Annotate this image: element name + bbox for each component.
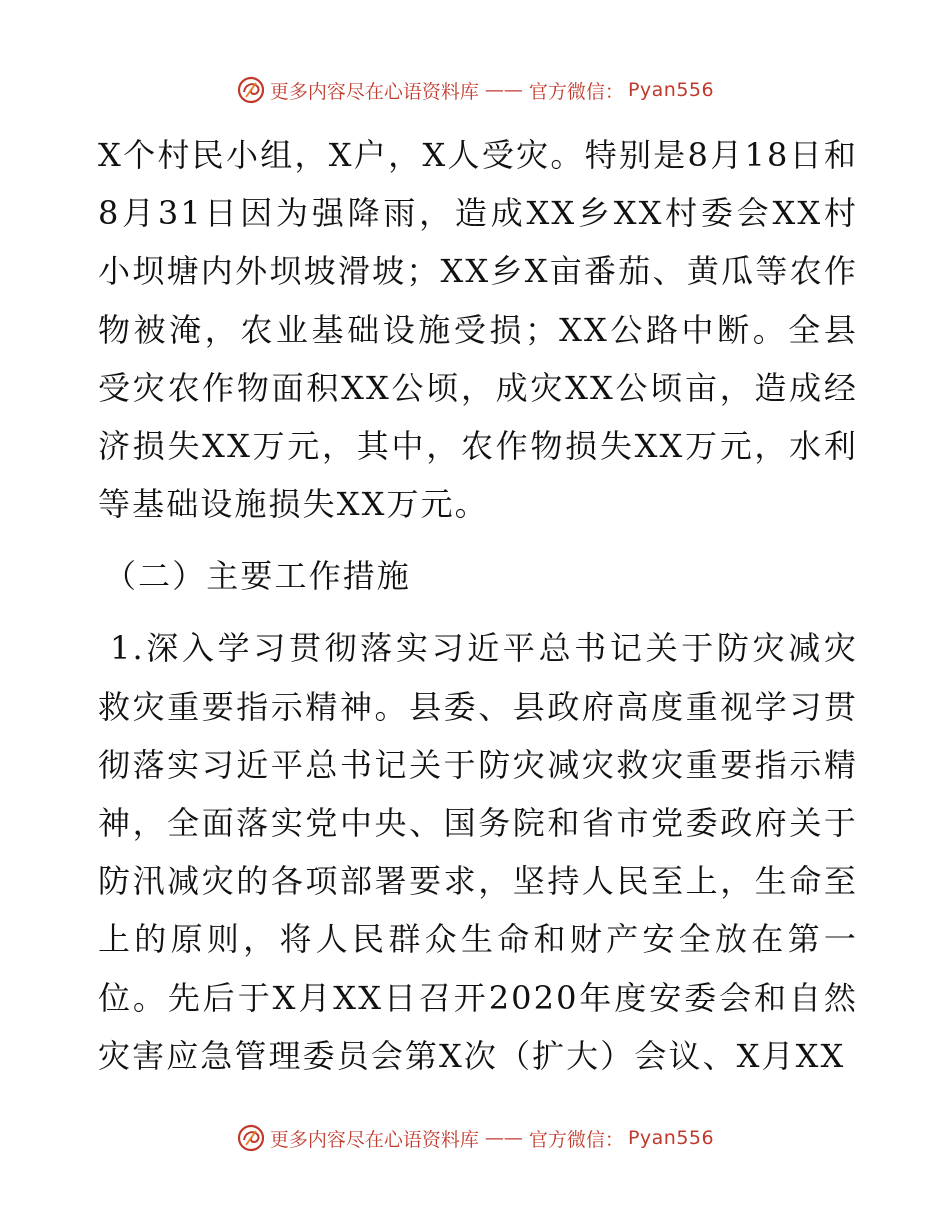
paragraph-work-measures: 1.深入学习贯彻落实习近平总书记关于防灾减灾救灾重要指示精神。县委、县政府高度重视学习贯彻落实习近平总书记关于防灾减灾救灾重要指示精神，全面落实党中央、国务院和省市党委政府关于防汛减灾的各项部署要求，坚持人民至上，生命至上的原则，将人民群众生命和财产安全放在第一位。先后于X月XX日召开2020年度安委会和自然灾害应急管理委员会第X次（扩大）会议、X月XX xyxy=(98,629,858,1075)
brain-logo-icon xyxy=(236,75,266,105)
banner-site-text: 更多内容尽在心语资料库 xyxy=(269,80,479,103)
paragraph-disaster-summary: X个村民小组，X户，X人受灾。特别是8月18日和8月31日因为强降雨，造成XX乡XX村委会XX村小坝塘内外坝坡滑坡；XX乡X亩番茄、黄瓜等农作物被淹，农业基础设施受损；XX公路中断。全县受灾农作物面积XX公顷，成灾XX公顷亩，造成经济损失XX万元，其中，农作物损失XX万元，水利等基础设施损失XX万元。 xyxy=(98,136,858,524)
banner-site-text: 更多内容尽在心语资料库 xyxy=(269,1128,479,1151)
banner-contact-label: 官方微信： xyxy=(528,80,624,103)
banner-separator: —— xyxy=(484,79,523,101)
banner-contact-handle: Pyan556 xyxy=(627,79,715,101)
header-banner xyxy=(0,70,950,110)
footer-banner xyxy=(0,1118,950,1158)
banner-contact-handle: Pyan556 xyxy=(627,1127,715,1149)
banner-separator: —— xyxy=(484,1127,523,1149)
section-heading: （二）主要工作措施 xyxy=(104,557,411,596)
document-body xyxy=(98,126,858,1085)
banner-contact-label: 官方微信： xyxy=(528,1128,624,1151)
brain-logo-icon xyxy=(236,1123,266,1153)
